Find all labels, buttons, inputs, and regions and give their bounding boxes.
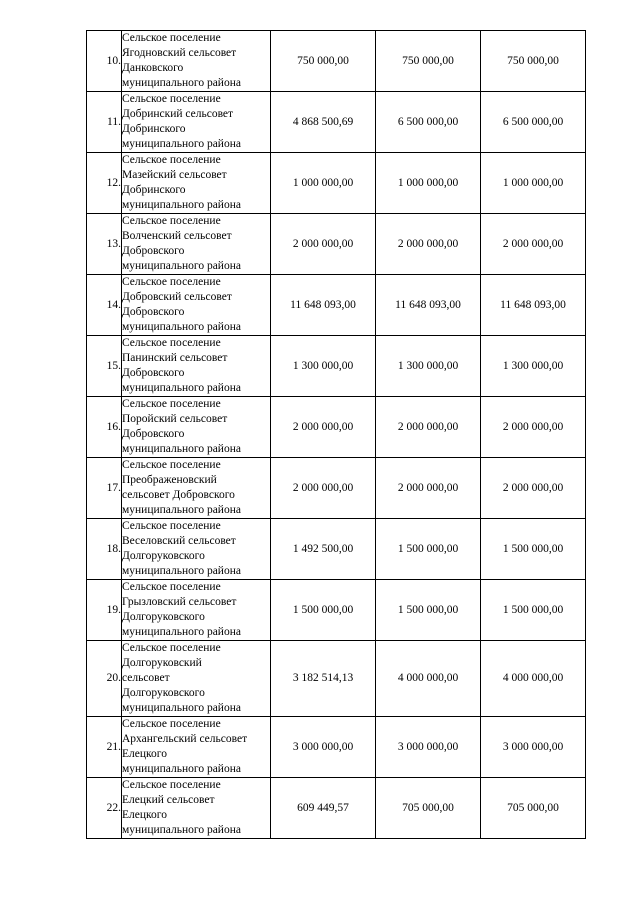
amount-cell: 11 648 093,00 [481,275,586,336]
table-row [87,519,586,580]
settlement-name: Сельское поселение Преображеновский сельсовет Добровского муниципального района [122,458,271,519]
table-row [87,717,586,778]
amount-cell: 6 500 000,00 [376,92,481,153]
amount-cell: 2 000 000,00 [376,214,481,275]
amount-cell: 2 000 000,00 [271,214,376,275]
amount-cell: 1 000 000,00 [271,153,376,214]
amount-cell: 2 000 000,00 [376,458,481,519]
amount-cell: 1 492 500,00 [271,519,376,580]
table-row [87,275,586,336]
table-row [87,397,586,458]
amount-cell: 1 500 000,00 [481,580,586,641]
amount-cell: 705 000,00 [376,778,481,839]
row-number: 16. [87,397,122,458]
row-number: 12. [87,153,122,214]
table-row [87,336,586,397]
settlement-name: Сельское поселение Добровский сельсовет Добровского муниципального района [122,275,271,336]
table-row [87,214,586,275]
amount-cell: 1 300 000,00 [376,336,481,397]
amount-cell: 1 500 000,00 [271,580,376,641]
row-number: 11. [87,92,122,153]
amount-cell: 4 000 000,00 [376,641,481,717]
row-number: 15. [87,336,122,397]
budget-table [86,30,586,839]
row-number: 19. [87,580,122,641]
table-row [87,31,586,92]
row-number: 13. [87,214,122,275]
amount-cell: 11 648 093,00 [376,275,481,336]
row-number: 21. [87,717,122,778]
table-body [87,31,586,839]
amount-cell: 2 000 000,00 [481,458,586,519]
amount-cell: 1 500 000,00 [481,519,586,580]
settlement-name: Сельское поселение Грызловский сельсовет Долгоруковского муниципального района [122,580,271,641]
amount-cell: 2 000 000,00 [271,458,376,519]
row-number: 18. [87,519,122,580]
settlement-name: Сельское поселение Панинский сельсовет Добровского муниципального района [122,336,271,397]
amount-cell: 1 000 000,00 [376,153,481,214]
amount-cell: 750 000,00 [481,31,586,92]
table-row [87,580,586,641]
table-row [87,92,586,153]
amount-cell: 1 500 000,00 [376,519,481,580]
table-row [87,778,586,839]
amount-cell: 2 000 000,00 [481,397,586,458]
amount-cell: 1 300 000,00 [481,336,586,397]
settlement-name: Сельское поселение Поройский сельсовет Добровского муниципального района [122,397,271,458]
amount-cell: 11 648 093,00 [271,275,376,336]
settlement-name: Сельское поселение Архангельский сельсовет Елецкого муниципального района [122,717,271,778]
amount-cell: 3 000 000,00 [271,717,376,778]
amount-cell: 750 000,00 [376,31,481,92]
amount-cell: 2 000 000,00 [481,214,586,275]
settlement-name: Сельское поселение Мазейский сельсовет Добринского муниципального района [122,153,271,214]
amount-cell: 4 000 000,00 [481,641,586,717]
row-number: 20. [87,641,122,717]
amount-cell: 705 000,00 [481,778,586,839]
amount-cell: 6 500 000,00 [481,92,586,153]
table-row [87,458,586,519]
amount-cell: 4 868 500,69 [271,92,376,153]
settlement-name: Сельское поселение Добринский сельсовет Добринского муниципального района [122,92,271,153]
amount-cell: 2 000 000,00 [376,397,481,458]
amount-cell: 3 000 000,00 [481,717,586,778]
amount-cell: 3 182 514,13 [271,641,376,717]
amount-cell: 1 500 000,00 [376,580,481,641]
settlement-name: Сельское поселение Ягодновский сельсовет Данковского муниципального района [122,31,271,92]
amount-cell: 3 000 000,00 [376,717,481,778]
amount-cell: 609 449,57 [271,778,376,839]
settlement-name: Сельское поселение Волченский сельсовет Добровского муниципального района [122,214,271,275]
settlement-name: Сельское поселение Долгоруковский сельсовет Долгоруковского муниципального района [122,641,271,717]
amount-cell: 1 300 000,00 [271,336,376,397]
amount-cell: 750 000,00 [271,31,376,92]
settlement-name: Сельское поселение Елецкий сельсовет Елецкого муниципального района [122,778,271,839]
row-number: 14. [87,275,122,336]
table-row [87,153,586,214]
row-number: 22. [87,778,122,839]
row-number: 10. [87,31,122,92]
row-number: 17. [87,458,122,519]
amount-cell: 2 000 000,00 [271,397,376,458]
settlement-name: Сельское поселение Веселовский сельсовет Долгоруковского муниципального района [122,519,271,580]
table-row [87,641,586,717]
amount-cell: 1 000 000,00 [481,153,586,214]
